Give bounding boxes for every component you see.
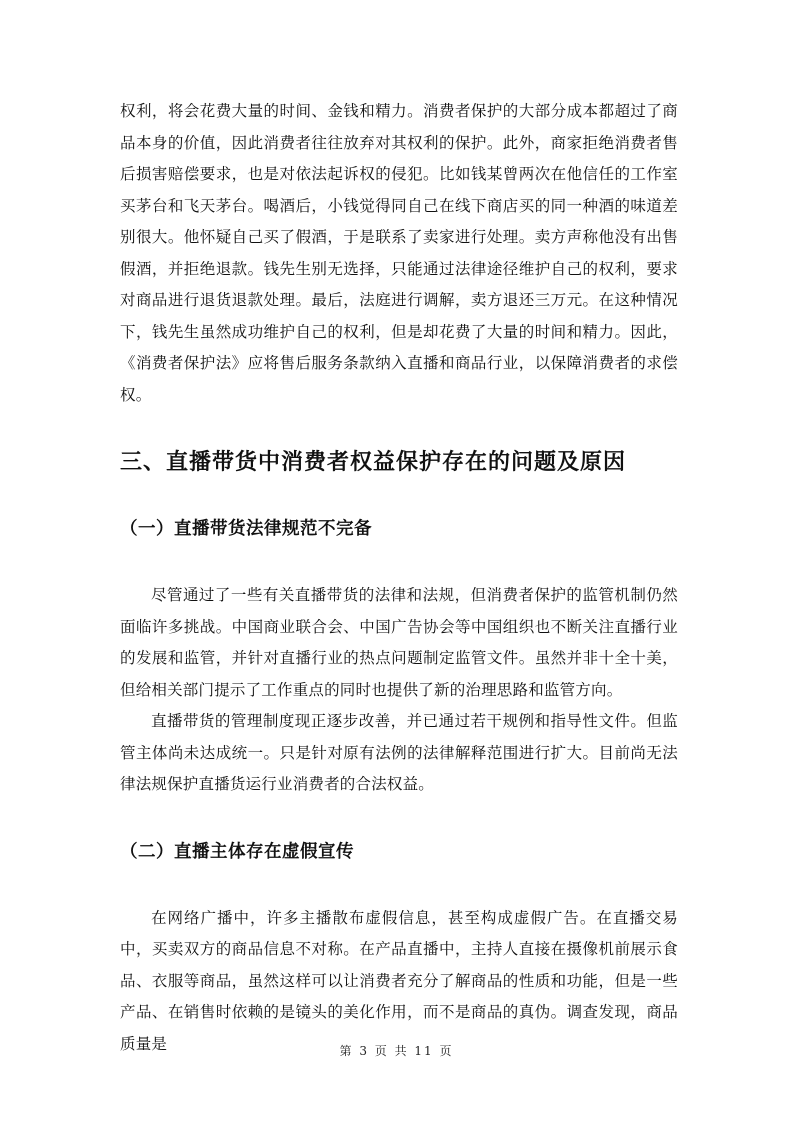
page-content [120, 96, 678, 1060]
intro-paragraph: 权利，将会花费大量的时间、金钱和精力。消费者保护的大部分成本都超过了商品本身的价值，因此消费者往往放弃对其权利的保护。此外，商家拒绝消费者售后损害赔偿要求，也是对依法起诉权的侵犯。比如钱某曾两次在他信任的工作室买茅台和飞天茅台。喝酒后，小钱觉得同自己在线下商店买的同一种酒的味道差别很大。他怀疑自己买了假酒，于是联系了卖家进行处理。卖方声称他没有出售假酒，并拒绝退款。钱先生别无选择，只能通过法律途径维护自己的权利，要求对商品进行退货退款处理。最后，法庭进行调解，卖方退还三万元。在这种情况下，钱先生虽然成功维护自己的权利，但是却花费了大量的时间和精力。因此，《消费者保护法》应将售后服务条款纳入直播和商品行业，以保障消费者的求偿权。 [120, 102, 678, 404]
body-paragraph: 尽管通过了一些有关直播带货的法律和法规，但消费者保护的监管机制仍然面临许多挑战。中国商业联合会、中国广告协会等中国组织也不断关注直播行业的发展和监管，并针对直播行业的热点问题制定监管文件。虽然并非十全十美，但给相关部门提示了工作重点的同时也提供了新的治理思路和监管方向。 [120, 586, 678, 699]
subsection-body-1 [120, 580, 678, 801]
subsection-heading-2: （二）直播主体存在虚假宣传 [120, 841, 354, 862]
subsection-heading-1: （一）直播带货法律规范不完备 [120, 519, 372, 539]
body-paragraph: 直播带货的管理制度现正逐步改善，并已通过若干规例和指导性文件。但监管主体尚未达成统一。只是针对原有法例的法律解释范围进行扩大。目前尚无法律法规保护直播货运行业消费者的合法权益。 [120, 712, 678, 793]
subsection-body-2 [120, 903, 678, 1061]
page-number-footer: 第 3 页 共 11 页 [339, 1044, 454, 1058]
section-heading: 三、直播带货中消费者权益保护存在的问题及原因 [120, 450, 627, 475]
body-paragraph: 在网络广播中，许多主播散布虚假信息，甚至构成虚假广告。在直播交易中，买卖双方的商品信息不对称。在产品直播中，主持人直接在摄像机前展示食品、衣服等商品，虽然这样可以让消费者充分了解商品的性质和功能，但是一些产品、在销售时依赖的是镜头的美化作用，而不是商品的真伪。调查发现，商品质量是 [120, 908, 678, 1053]
